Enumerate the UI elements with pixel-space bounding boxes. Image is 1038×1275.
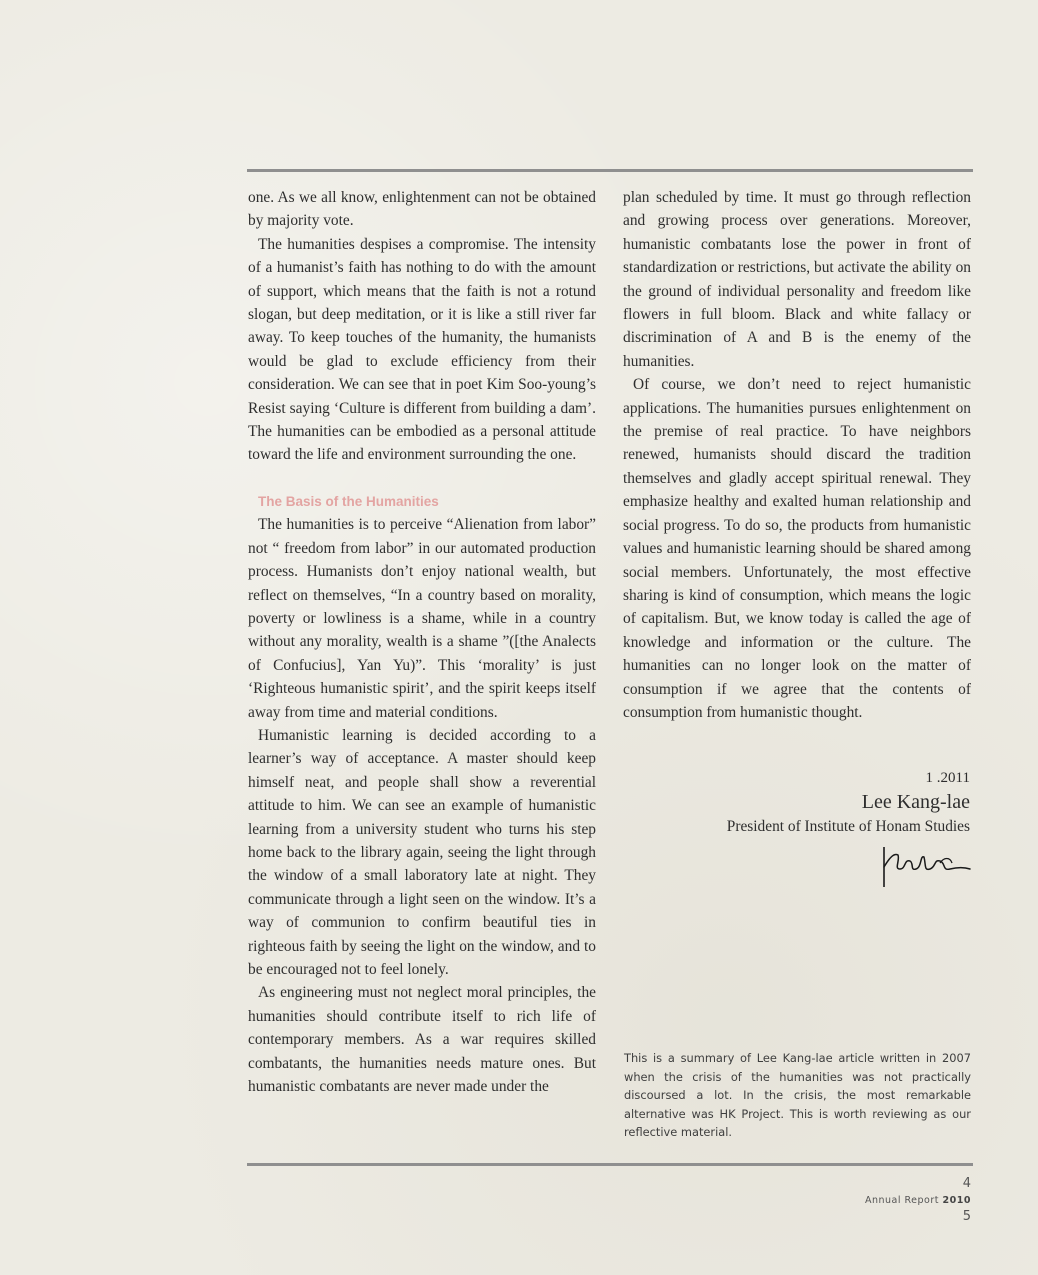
signature-block: [727, 768, 970, 838]
left-column: [248, 186, 596, 1098]
author-name: Lee Kang-lae: [861, 791, 970, 813]
section-subheading: The Basis of the Humanities: [258, 493, 439, 509]
author-title: President of Institute of Honam Studies: [726, 818, 970, 835]
bottom-rule: [247, 1163, 973, 1166]
paragraph: The humanities despises a compromise. The intensity of a humanist’s faith has nothing to do with the amount of support, which means that the faith is not a rotund slogan, but deep meditation, or it is like a still river far away. To keep touches of the humanity, the humanists would be glad to exclude efficiency from their consideration. We can see that in poet Kim Soo-young’s Resist saying ‘Culture is different from building a dam’. The humanities can be embodied as a personal attitude toward the life and environment surrounding the one.: [248, 235, 596, 464]
report-label: Annual Report: [864, 1195, 940, 1206]
handwritten-signature: [880, 843, 972, 889]
summary-note: This is a summary of Lee Kang-lae article written in 2007 when the crisis of the humanities was not practically discoursed a lot. In the crisis, the most remarkable alternative was HK Project. This is worth reviewing as our reflective material.: [624, 1051, 971, 1140]
top-rule: [247, 169, 973, 172]
annual-report-label: [865, 1195, 971, 1206]
signature-date: 1 .2011: [925, 770, 970, 786]
page-number-left: 4: [962, 1176, 971, 1191]
right-column: [623, 186, 971, 724]
paragraph: one. As we all know, enlightenment can not be obtained by majority vote.: [248, 189, 596, 230]
paragraph: As engineering must not neglect moral principles, the humanities should contribute itself to rich life of contemporary members. As a war requires skilled combatants, the humanities needs mature ones. But humanistic combatants are never made under the: [248, 984, 596, 1096]
page-number-right: 5: [962, 1209, 971, 1224]
paragraph: Of course, we don’t need to reject humanistic applications. The humanities pursues enlightenment on the premise of real practice. To have neighbors renewed, humanists should discard the tradition themselves and gladly accept spiritual renewal. They emphasize healthy and exalted human relationship and social progress. To do so, the products from humanistic values and humanistic learning should be shared among social members. Unfortunately, the most effective sharing is kind of consumption, which means the logic of capitalism. But, we know today is called the age of knowledge and information or the culture. The humanities can no longer look on the matter of consumption if we agree that the contents of consumption from humanistic thought.: [623, 376, 971, 721]
report-year: 2010: [942, 1195, 971, 1206]
paragraph: plan scheduled by time. It must go through reflection and growing process over generations. Moreover, humanistic combatants lose the power in front of standardization or restrictions, but activate the ability on the ground of individual personality and freedom like flowers in full bloom. Black and white fallacy or discrimination of A and B is the enemy of the humanities.: [623, 189, 971, 370]
paragraph: The humanities is to perceive “Alienation from labor” not “ freedom from labor” in our automated production process. Humanists don’t enjoy national wealth, but reflect on themselves, “In a country based on morality, poverty or lowliness is a shame, while in a country without any morality, wealth is a shame ”([the Analects of Confucius], Yan Yu)”. This ‘morality’ is just ‘Righteous humanistic spirit’, and the spirit keeps itself away from time and material conditions.: [248, 516, 596, 721]
paragraph: Humanistic learning is decided according to a learner’s way of acceptance. A master should keep himself neat, and people shall show a reverential attitude to him. We can see an example of humanistic learning from a university student who turns his step home back to the library again, seeing the light through the window of a small laboratory late at night. They communicate through a light seen on the window. It’s a way of communion to confirm beautiful ties in righteous faith by seeing the light on the window, and to be encouraged not to feel lonely.: [248, 726, 596, 978]
